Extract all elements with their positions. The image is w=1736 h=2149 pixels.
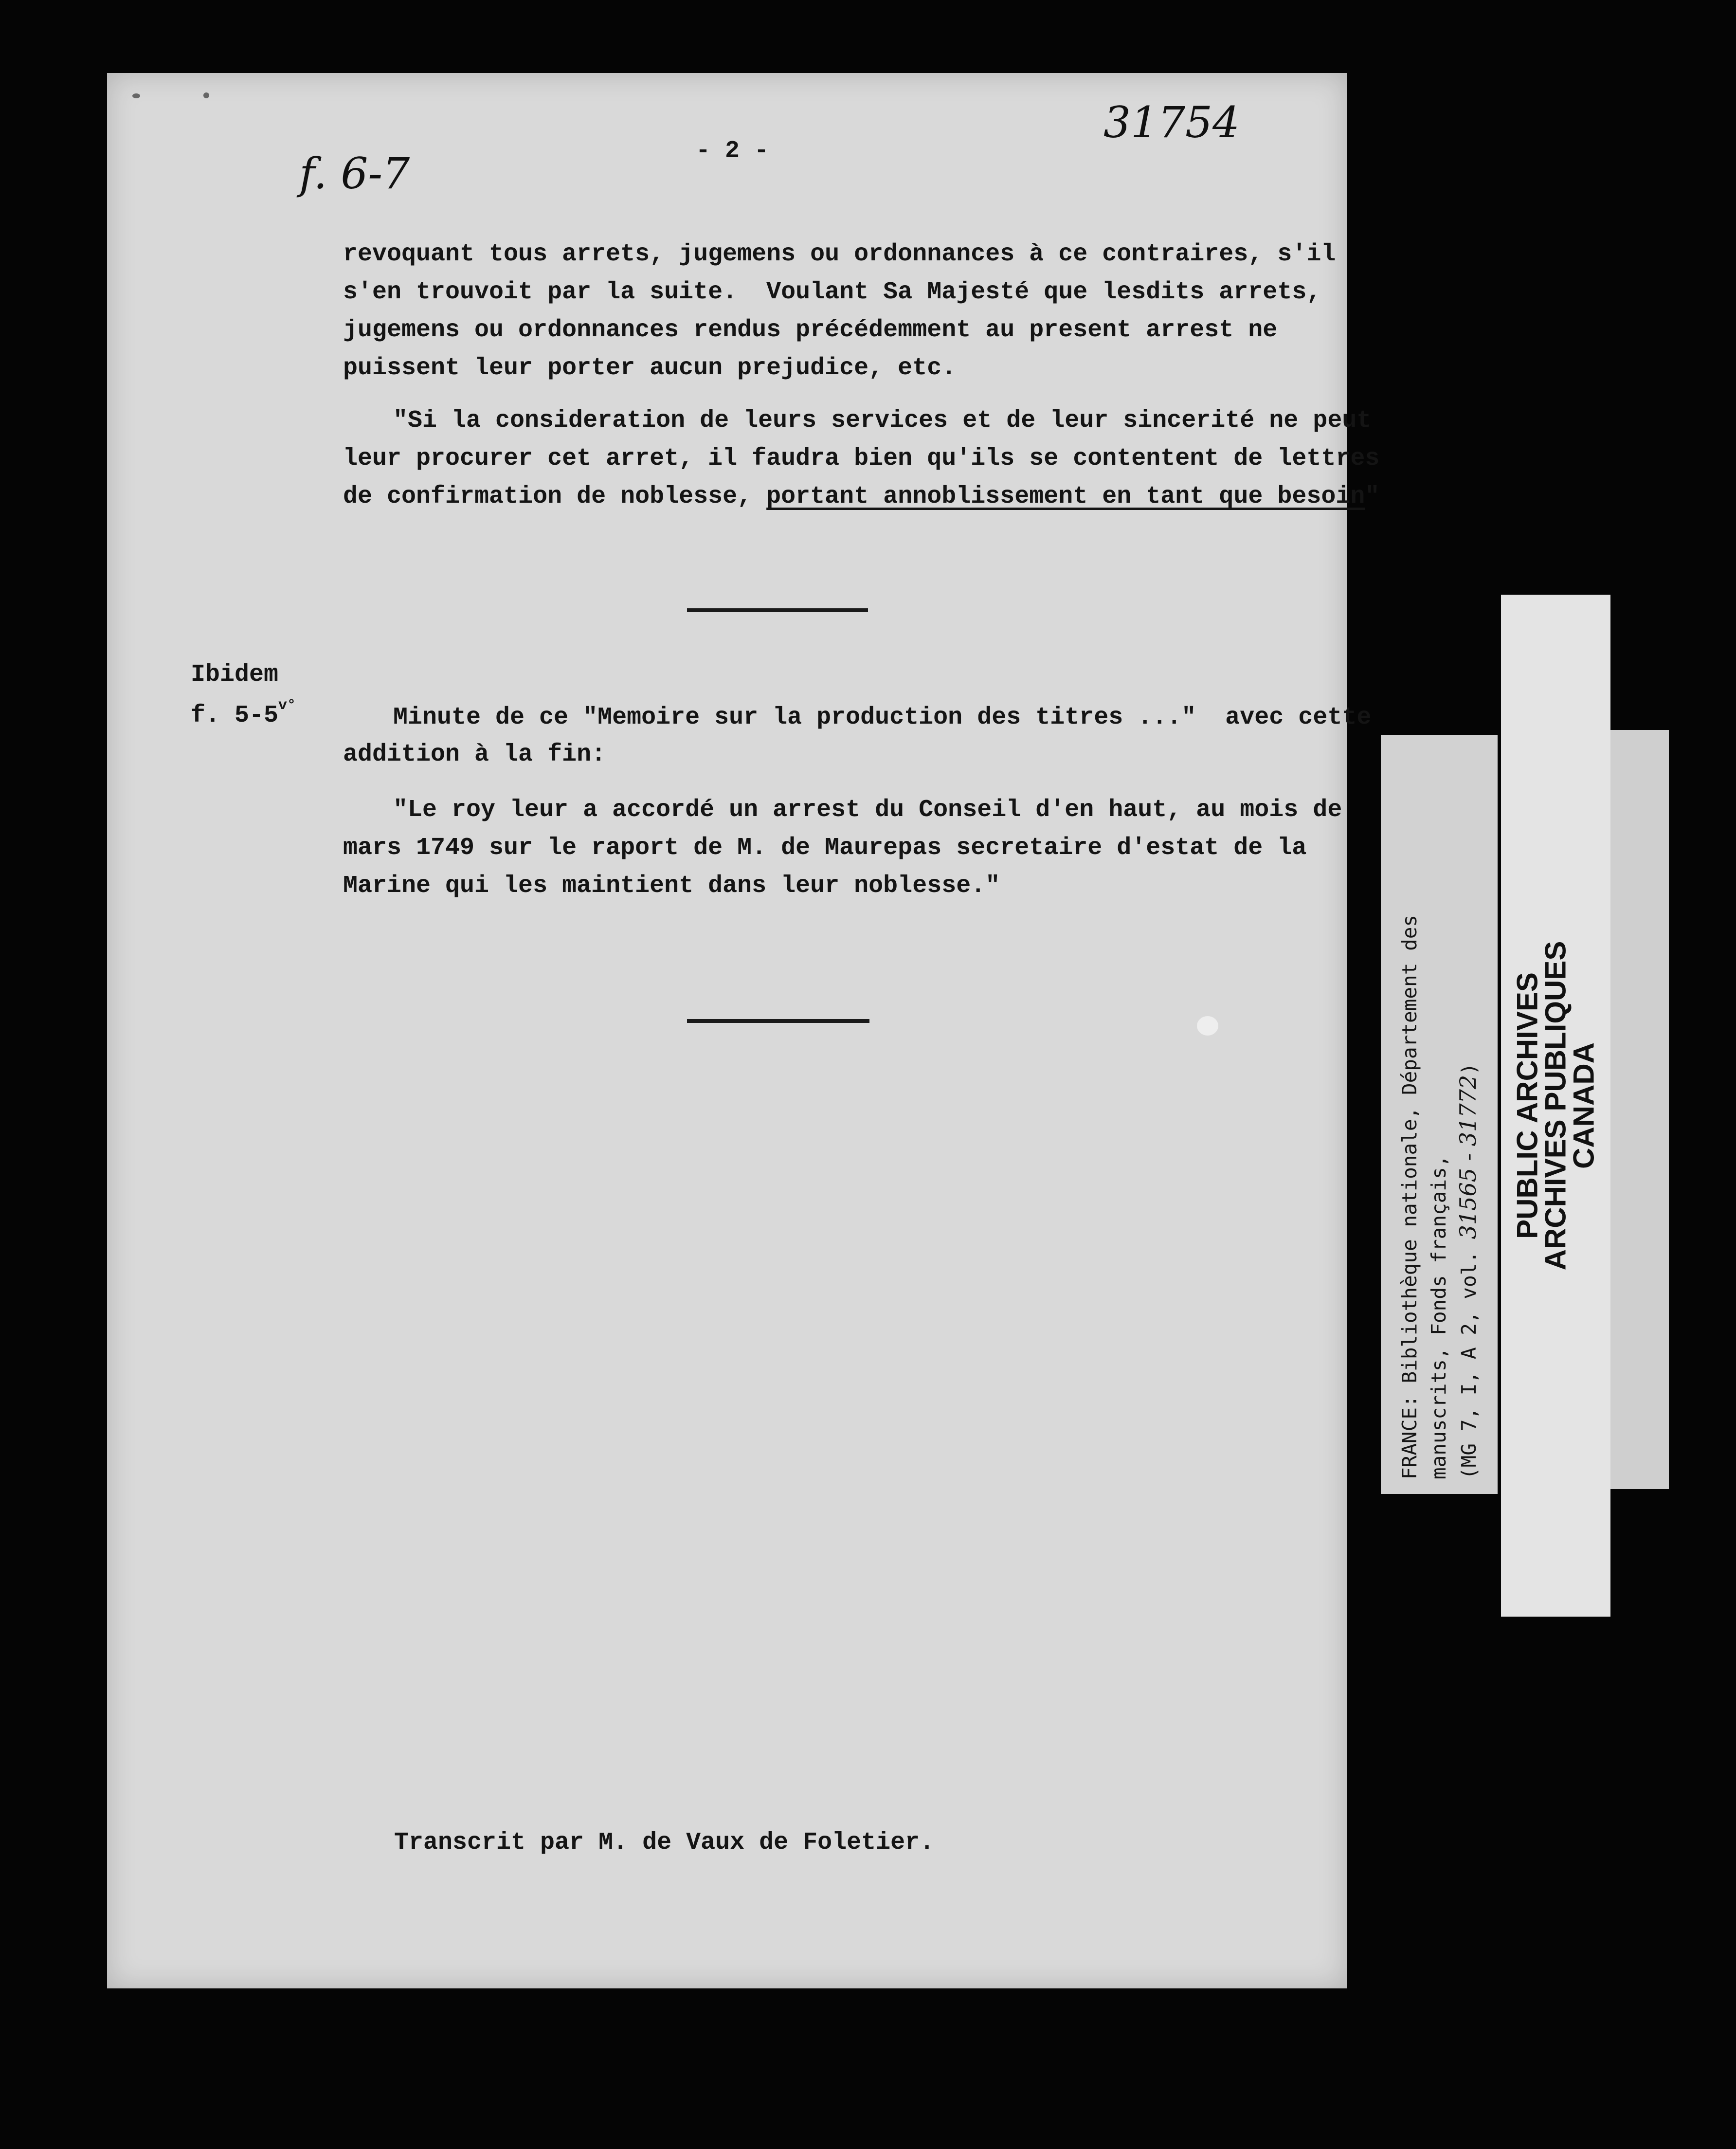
section-divider-1 bbox=[687, 608, 868, 612]
page-number: - 2 - bbox=[696, 137, 769, 165]
stamp-line-3: CANADA bbox=[1567, 1042, 1600, 1169]
stamp-line-1: PUBLIC ARCHIVES bbox=[1511, 972, 1543, 1239]
scan-speck bbox=[203, 92, 209, 98]
archive-strip bbox=[1610, 730, 1669, 1489]
underlined-phrase: portant annoblissement en tant que besoin bbox=[766, 483, 1365, 510]
label-line-3 bbox=[1453, 735, 1483, 1479]
paragraph-3-line-2: addition à la fin: bbox=[343, 741, 606, 768]
archive-reference-label bbox=[1381, 735, 1498, 1494]
paragraph-1-line-1: revoquant tous arrets, jugemens ou ordonnances à ce contraires, s'il bbox=[343, 240, 1336, 268]
paragraph-3-line-1: Minute de ce "Memoire sur la production des titres ..." avec cette bbox=[393, 704, 1372, 731]
section-divider-2 bbox=[687, 1019, 869, 1023]
label-line-3-end: ) bbox=[1457, 1063, 1481, 1075]
paragraph-2-line-3-start: de confirmation de noblesse, bbox=[343, 483, 767, 510]
margin-note-line-1: Ibidem bbox=[191, 661, 279, 689]
stamp-line-2: ARCHIVES PUBLIQUES bbox=[1539, 941, 1572, 1271]
paragraph-4-line-1: "Le roy leur a accordé un arrest du Conseil d'en haut, au mois de bbox=[393, 796, 1342, 824]
transcription-note: Transcrit par M. de Vaux de Foletier. bbox=[394, 1829, 935, 1857]
scan-speck bbox=[1197, 1016, 1218, 1036]
paragraph-4-line-2: mars 1749 sur le raport de M. de Maurepas secretaire d'estat de la bbox=[343, 834, 1307, 862]
label-line-1: FRANCE: Bibliothèque nationale, Département des bbox=[1398, 914, 1421, 1479]
label-volume-range: 31565 - 31772 bbox=[1455, 1074, 1481, 1239]
paragraph-2-line-1: "Si la consideration de leurs services et de leur sincerité ne peut bbox=[393, 407, 1372, 435]
folio-annotation: f. 6-7 bbox=[299, 148, 410, 199]
margin-note-line-2 bbox=[191, 697, 296, 729]
archive-stamp-band bbox=[1501, 595, 1610, 1617]
paragraph-1-line-2: s'en trouvoit par la suite. Voulant Sa Majesté que lesdits arrets, bbox=[343, 278, 1321, 306]
paragraph-4-line-3: Marine qui les maintient dans leur noblesse." bbox=[343, 872, 1000, 900]
margin-note-superscript: v° bbox=[278, 697, 296, 714]
margin-note-folio: f. 5-5 bbox=[191, 702, 279, 729]
label-line-3-typed: (MG 7, I, A 2, vol. bbox=[1457, 1239, 1481, 1479]
label-line-2: manuscrits, Fonds français, bbox=[1427, 1155, 1450, 1479]
paragraph-2-line-2: leur procurer cet arret, il faudra bien qu'ils se contentent de lettres bbox=[343, 445, 1380, 473]
folio-number: 31754 bbox=[1103, 97, 1240, 147]
scan-speck bbox=[132, 93, 140, 98]
paragraph-2-line-3-end: " bbox=[1365, 483, 1380, 510]
paragraph-1-line-4: puissent leur porter aucun prejudice, etc. bbox=[343, 354, 957, 382]
paragraph-1-line-3: jugemens ou ordonnances rendus précédemment au present arrest ne bbox=[343, 316, 1278, 344]
paragraph-2-line-3 bbox=[343, 483, 1379, 510]
